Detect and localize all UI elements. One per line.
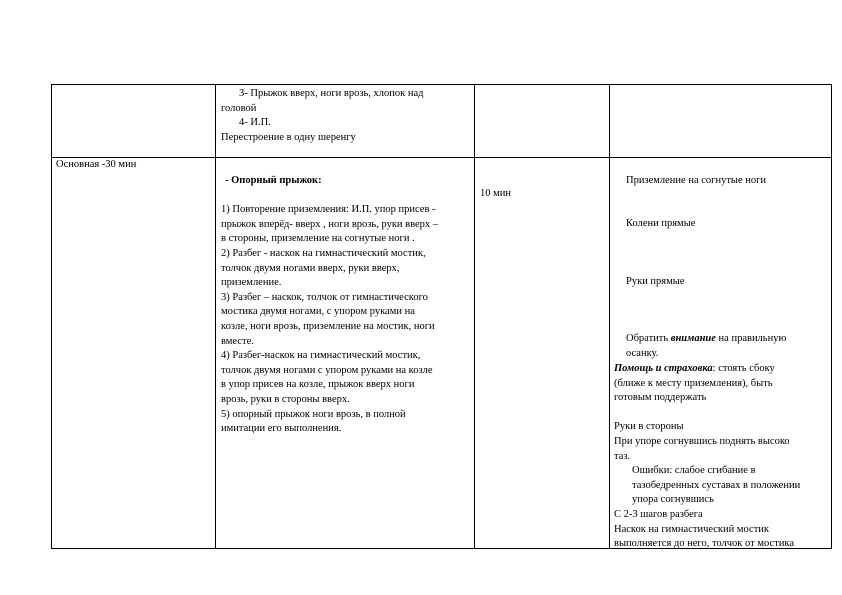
note-landing: Приземление на согнутые ноги xyxy=(626,175,767,186)
note-arms-side: Руки в стороны xyxy=(614,421,684,433)
note-errors-cont: тазобедренных суставах в положении xyxy=(632,479,801,491)
exercise-line: мостика двумя ногами, с упором руками на xyxy=(221,306,415,318)
note-help-cont: готовым поддержать xyxy=(614,392,707,404)
exercise-line: толчок двумя ногами с упором руками на козле xyxy=(221,364,433,376)
note-errors: Ошибки: слабое сгибание в xyxy=(632,465,756,477)
note-arms: Руки прямые xyxy=(626,276,685,287)
exercise-line: врозь, руки в стороны вверх. xyxy=(221,393,350,405)
note-help-cont: (ближе к месту приземления), быть xyxy=(614,377,773,389)
exercise-line: 5) опорный прыжок ноги врозь, в полной xyxy=(221,408,406,420)
exercise-line: имитации его выполнения. xyxy=(221,423,342,435)
note-attention-text: Обратить xyxy=(626,333,671,344)
row-divider xyxy=(52,157,831,158)
note-knees: Колени прямые xyxy=(626,218,696,229)
note-errors-cont: упора согнувшись xyxy=(632,494,714,506)
spacer xyxy=(221,189,438,204)
time-cell xyxy=(480,187,511,202)
exercise-title: - Опорный прыжок: xyxy=(225,175,322,186)
note-attention-cont: осанку. xyxy=(626,348,659,359)
column-divider xyxy=(609,85,610,548)
row1-line: 4- И.П. xyxy=(239,117,271,129)
note-help xyxy=(614,362,800,377)
row1-line: Перестроение в одну шеренгу xyxy=(221,131,356,143)
exercise-line: козле, ноги врозь, приземление на мостик, ноги xyxy=(221,320,435,332)
note-attention-emphasis: внимание xyxy=(670,333,716,344)
column-divider xyxy=(474,85,475,548)
note-attention-text: на правильную xyxy=(715,333,787,344)
spacer xyxy=(614,406,800,421)
note-run: С 2-3 шагов разбега xyxy=(614,508,703,520)
exercise-line: толчок двумя ногами вверх, руки вверх, xyxy=(221,262,400,274)
lesson-part-cell xyxy=(56,158,136,173)
notes-cell-lower xyxy=(614,362,800,552)
note-support: При упоре согнувшись поднять высоко xyxy=(614,435,790,447)
note-jump: Наскок на гимнастический мостик xyxy=(614,523,770,535)
exercise-line: в упор присев на козле, прыжок вверх ноги xyxy=(221,379,415,391)
exercise-line: 2) Разбег - наскок на гимнастический мостик, xyxy=(221,247,426,259)
column-divider xyxy=(215,85,216,548)
exercise-content-cell xyxy=(221,174,438,437)
note-support-cont: таз. xyxy=(614,450,631,462)
row1-line: 3- Прыжок вверх, ноги врозь, хлопок над xyxy=(239,88,424,99)
row1-content-cell xyxy=(221,87,424,145)
note-jump-cont: выполняется до него, толчок от мостика xyxy=(614,538,794,550)
exercise-line: 1) Повторение приземления: И.П. упор присев - xyxy=(221,204,436,216)
time-label: 10 мин xyxy=(480,188,512,199)
note-help-emphasis: Помощь и страховка xyxy=(614,363,713,374)
exercise-line: прыжок вперёд- вверх , ноги врозь, руки вверх – xyxy=(221,218,439,230)
note-attention xyxy=(616,332,786,347)
row1-line: головой xyxy=(221,102,257,114)
lesson-part-label: Основная -30 мин xyxy=(56,159,137,170)
exercise-line: приземление. xyxy=(221,277,282,289)
exercise-line: в стороны, приземление на согнутые ноги . xyxy=(221,233,415,245)
exercise-line: 3) Разбег – наскок, толчок от гимнастического xyxy=(221,291,428,303)
exercise-line: вместе. xyxy=(221,335,254,347)
note-help-text: : стоять сбоку xyxy=(712,363,775,374)
exercise-line: 4) Разбег-наскок на гимнастический мостик, xyxy=(221,350,421,362)
lesson-table xyxy=(51,84,832,549)
